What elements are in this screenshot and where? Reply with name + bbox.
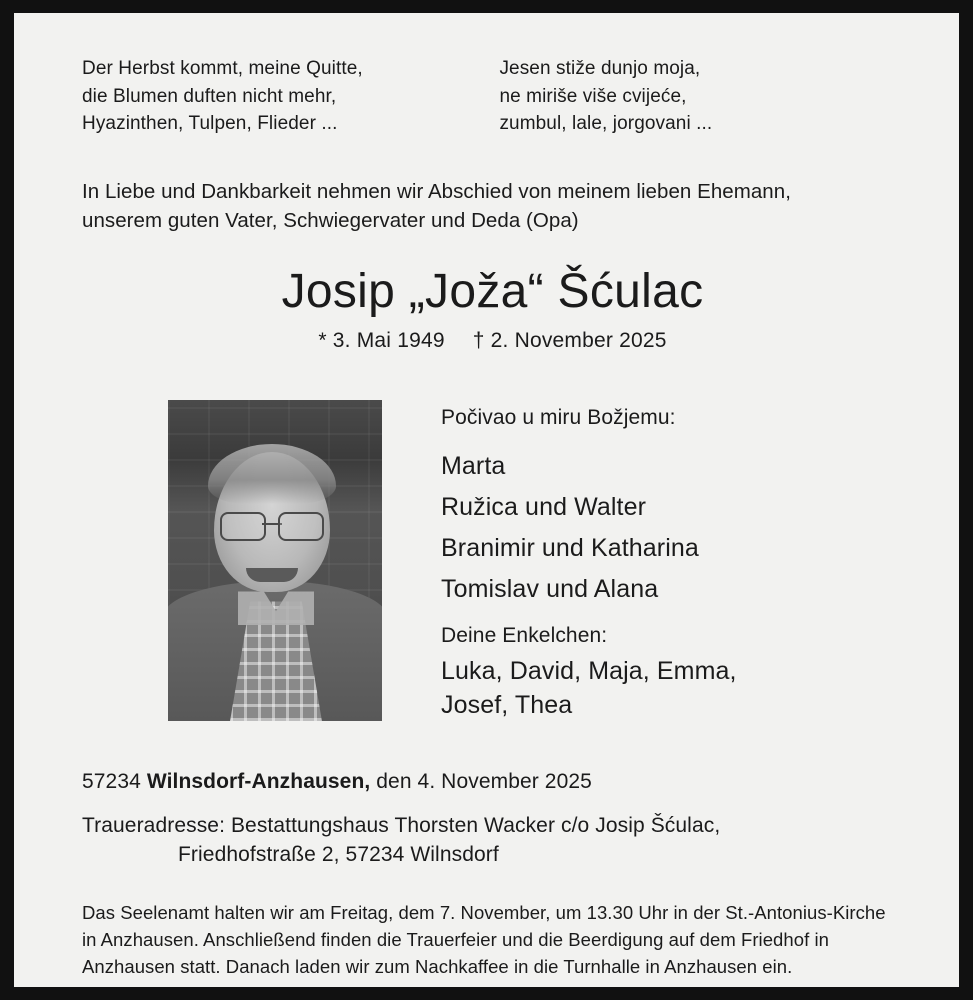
poem-croatian-line-1: Jesen stiže dunjo moja, <box>499 58 701 79</box>
life-dates <box>82 329 897 353</box>
place-date: den 4. November 2025 <box>370 770 592 794</box>
service-note-line-3: Anzhausen statt. Danach laden wir zum Nachkaffee in die Turnhalle in Anzhausen ein. <box>82 956 793 978</box>
birth-date: * 3. Mai 1949 <box>318 329 445 353</box>
family-member: Ružica und Walter <box>441 493 647 522</box>
mourning-address-line-1: Traueradresse: Bestattungshaus Thorsten Wacker c/o Josip Šćulac, <box>82 814 721 838</box>
poem-section <box>82 55 897 138</box>
service-note-line-1: Das Seelenamt halten wir am Freitag, dem 7. November, um 13.30 Uhr in der St.-Antonius-Kirche <box>82 902 886 924</box>
photo-column <box>82 400 427 721</box>
family-column <box>427 400 897 722</box>
intro-line-1: In Liebe und Dankbarkeit nehmen wir Abschied von meinem lieben Ehemann, <box>82 179 791 203</box>
photo-and-family <box>82 400 897 722</box>
poem-german-line-1: Der Herbst kommt, meine Quitte, <box>82 58 363 79</box>
poem-croatian <box>499 55 897 138</box>
photo-smile <box>246 568 298 582</box>
mourning-address <box>82 812 897 869</box>
grandchildren-heading: Deine Enkelchen: <box>441 624 608 648</box>
grandchildren-line: Luka, David, Maja, Emma, <box>441 657 737 686</box>
name-block <box>82 266 897 354</box>
place-zip: 57234 <box>82 770 147 794</box>
poem-german <box>82 55 499 138</box>
place-city: Wilnsdorf-Anzhausen, <box>146 770 371 794</box>
family-member: Tomislav und Alana <box>441 575 659 604</box>
poem-croatian-line-2: ne miriše više cvijeće, <box>499 85 687 107</box>
intro-text <box>82 177 897 236</box>
intro-line-2: unserem guten Vater, Schwiegervater und Deda (Opa) <box>82 209 579 233</box>
deceased-name: Josip „Joža“ Šćulac <box>281 264 704 318</box>
poem-croatian-line-3: zumbul, lale, jorgovani ... <box>499 113 713 135</box>
photo-glasses <box>220 512 324 538</box>
service-note-line-2: in Anzhausen. Anschließend finden die Trauerfeier und die Beerdigung auf dem Friedhof in <box>82 929 829 951</box>
death-date: † 2. November 2025 <box>472 329 667 353</box>
portrait-photo <box>168 400 382 721</box>
grandchildren-line: Josef, Thea <box>441 691 573 720</box>
mourning-address-line-2: Friedhofstraße 2, 57234 Wilnsdorf <box>178 842 499 866</box>
family-heading: Počivao u miru Božjemu: <box>441 406 676 430</box>
poem-german-line-3: Hyazinthen, Tulpen, Flieder ... <box>82 113 338 135</box>
obituary-sheet <box>14 13 959 987</box>
service-note <box>82 899 897 980</box>
family-member: Branimir und Katharina <box>441 534 699 563</box>
family-member: Marta <box>441 452 506 481</box>
poem-german-line-2: die Blumen duften nicht mehr, <box>82 85 337 107</box>
place-and-date <box>82 770 897 794</box>
